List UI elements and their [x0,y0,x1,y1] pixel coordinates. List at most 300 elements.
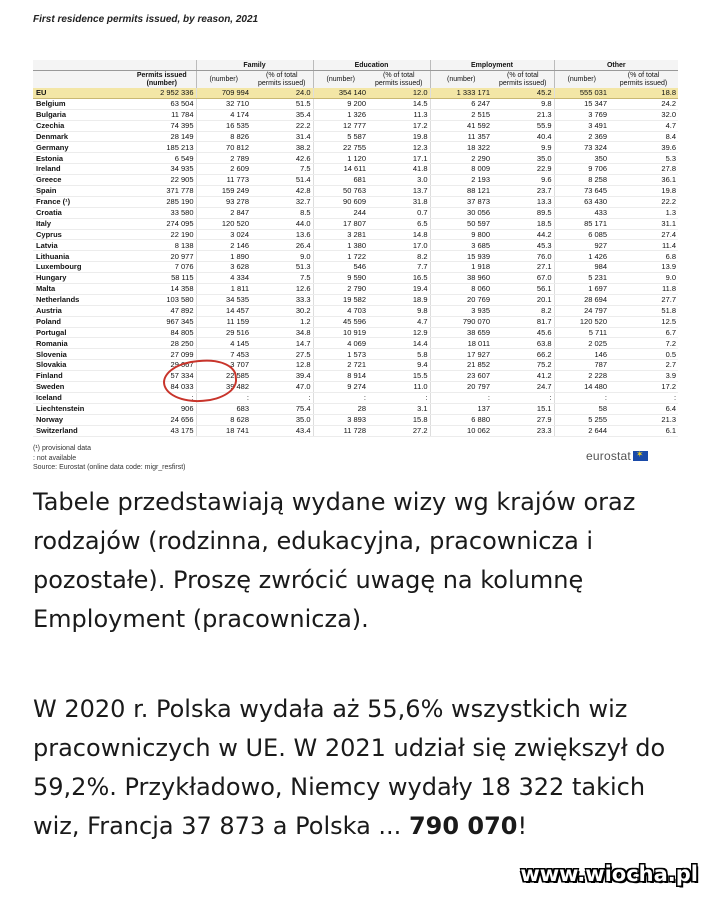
row-cell: 34 935 [128,164,196,175]
row-cell: 2 644 [554,425,609,436]
row-cell: 28 694 [554,294,609,305]
row-cell: 12.0 [368,88,430,98]
table-row [33,153,678,164]
row-cell: 5.8 [368,349,430,360]
subheader-number-label: (number) [326,75,355,83]
row-cell: 14.8 [368,229,430,240]
table-row [33,251,678,262]
row-cell: 1 573 [313,349,368,360]
row-cell: 63.8 [492,338,554,349]
row-cell: 28 149 [128,131,196,142]
row-cell: 7.5 [251,164,313,175]
header-permits [128,60,196,71]
row-cell: 75.2 [492,360,554,371]
row-cell: 17.1 [368,153,430,164]
row-cell: 274 095 [128,218,196,229]
row-cell: 50 597 [430,218,492,229]
row-cell: 14 358 [128,284,196,295]
row-cell: 19.4 [368,284,430,295]
row-country: Slovakia [33,360,128,371]
row-cell: 51.8 [609,305,678,316]
row-cell: 546 [313,262,368,273]
row-cell: 13.9 [609,262,678,273]
row-cell: 12.6 [251,284,313,295]
row-cell: 22 755 [313,142,368,153]
row-cell: 75.4 [251,403,313,414]
table-row [33,316,678,327]
row-cell: 42.6 [251,153,313,164]
row-cell: 58 115 [128,273,196,284]
note-source: Source: Eurostat (online data code: migr_resfirst) [33,464,186,471]
row-cell: 12.8 [251,360,313,371]
row-country: Denmark [33,131,128,142]
row-cell: 2 369 [554,131,609,142]
row-cell: 9.6 [492,175,554,186]
row-cell: 11.0 [368,382,430,393]
row-country: Hungary [33,273,128,284]
row-cell: 28 250 [128,338,196,349]
row-cell: : [554,392,609,403]
row-cell: 1.3 [609,207,678,218]
row-cell: 14 611 [313,164,368,175]
row-cell: 44.0 [251,218,313,229]
row-cell: 85 171 [554,218,609,229]
row-cell: 3 707 [196,360,251,371]
row-cell: 39.6 [609,142,678,153]
row-cell: 73 645 [554,186,609,197]
row-cell: 22 585 [196,371,251,382]
row-cell: 88 121 [430,186,492,197]
row-cell: 1 333 171 [430,88,492,98]
row-cell: 709 994 [196,88,251,98]
row-cell: 51.4 [251,175,313,186]
table-row [33,338,678,349]
row-cell: 31.1 [609,218,678,229]
row-cell: 8 258 [554,175,609,186]
row-cell: 15 347 [554,98,609,109]
row-country: Iceland [33,392,128,403]
row-cell: 967 345 [128,316,196,327]
row-cell: 8.2 [492,305,554,316]
row-cell: 9 706 [554,164,609,175]
row-cell: 2 193 [430,175,492,186]
row-cell: 22.2 [609,196,678,207]
row-cell: 2 228 [554,371,609,382]
row-cell: : [430,392,492,403]
row-cell: 1 890 [196,251,251,262]
row-cell: 21 852 [430,360,492,371]
row-cell: 18 322 [430,142,492,153]
subheader-number-2 [430,71,492,89]
row-cell: 18.9 [368,294,430,305]
row-cell: 22.2 [251,120,313,131]
row-cell: 18 741 [196,425,251,436]
row-country: France (¹) [33,196,128,207]
row-cell: 8 138 [128,240,196,251]
row-country: Belgium [33,98,128,109]
eu-flag-icon [633,451,648,461]
row-country: Italy [33,218,128,229]
row-cell: 12.9 [368,327,430,338]
row-cell: 3.1 [368,403,430,414]
row-cell: 18.8 [609,88,678,98]
row-cell: 73 324 [554,142,609,153]
row-cell: 20 977 [128,251,196,262]
table-row [33,371,678,382]
table-row [33,175,678,186]
row-cell: 6.5 [368,218,430,229]
row-cell: 17 927 [430,349,492,360]
row-cell: 6.4 [609,403,678,414]
row-cell: 8 060 [430,284,492,295]
row-cell: 5 231 [554,273,609,284]
table-row [33,164,678,175]
table-row [33,207,678,218]
row-cell: 13.6 [251,229,313,240]
row-cell: 1 120 [313,153,368,164]
subheader-number-1 [313,71,368,89]
row-cell: 14.5 [368,98,430,109]
table-row [33,240,678,251]
row-cell: 10 062 [430,425,492,436]
row-cell: 103 580 [128,294,196,305]
row-cell: 7 076 [128,262,196,273]
row-cell: 2 789 [196,153,251,164]
row-country: Liechtenstein [33,403,128,414]
table-row [33,414,678,425]
subheader-pct-line1: (% of total [265,72,298,80]
row-cell: 32 710 [196,98,251,109]
header-group-employment: Employment [430,60,554,71]
row-cell: 7.5 [251,273,313,284]
row-cell: 9.0 [251,251,313,262]
row-cell: 3 893 [313,414,368,425]
row-cell: 7 453 [196,349,251,360]
row-cell: 19.8 [609,186,678,197]
row-cell: 76.0 [492,251,554,262]
row-country: Ireland [33,164,128,175]
row-cell: 67.0 [492,273,554,284]
row-cell: 1 380 [313,240,368,251]
row-cell: 55.9 [492,120,554,131]
row-cell: 9 274 [313,382,368,393]
header-group-other: Other [554,60,678,71]
row-cell: 6.1 [609,425,678,436]
row-cell: 790 070 [430,316,492,327]
row-cell: 1.2 [251,316,313,327]
row-cell: 10 919 [313,327,368,338]
table-row [33,131,678,142]
row-cell: 11.8 [609,284,678,295]
subheader-number-3 [554,71,609,89]
row-cell: 12.3 [368,142,430,153]
table-row [33,142,678,153]
row-cell: 14 457 [196,305,251,316]
row-cell: 2 515 [430,109,492,120]
row-cell: 29 516 [196,327,251,338]
row-cell: 56.1 [492,284,554,295]
row-cell: 2 609 [196,164,251,175]
row-cell: 31.4 [251,131,313,142]
permits-table-container [33,60,678,437]
row-cell: 12 777 [313,120,368,131]
subheader-pct-line1: (% of total [507,72,539,80]
row-cell: 9 590 [313,273,368,284]
row-cell: 81.7 [492,316,554,327]
row-cell: 15.5 [368,371,430,382]
row-cell: 84 805 [128,327,196,338]
row-cell: 3.9 [609,371,678,382]
row-cell: 26.4 [251,240,313,251]
row-cell: 18.5 [492,218,554,229]
row-cell: 3 685 [430,240,492,251]
subheader-pct-line1: (% of total [627,72,660,80]
row-cell: 1 722 [313,251,368,262]
poland-employment-count: 790 070 [408,812,518,840]
row-cell: 21.3 [609,414,678,425]
subheader-pct-line1: (% of total [382,72,415,80]
paragraph-2-text: W 2020 r. Polska wydała aż 55,6% wszystkich wiz pracowniczych w UE. W 2021 udział się zwiększył do 59,2%. Przykładowo, Niemcy wydały 18 322 takich wiz, Francja 37 873 a Polska ... [33,695,666,840]
row-cell: 38 960 [430,273,492,284]
row-cell: 21.3 [492,109,554,120]
row-cell: 2 721 [313,360,368,371]
row-cell: 14.4 [368,338,430,349]
row-cell: 66.2 [492,349,554,360]
row-cell: 350 [554,153,609,164]
row-cell: : [196,392,251,403]
subheader-pct-line2: permits issued) [619,79,668,87]
subheader-pct-1 [368,71,430,89]
row-cell: 38 659 [430,327,492,338]
row-country: Finland [33,371,128,382]
note-not-available: : not available [33,454,77,462]
row-cell: 45.3 [492,240,554,251]
row-cell: 35.0 [251,414,313,425]
subheader-pct-line2: permits issued) [258,79,306,87]
row-cell: 2.7 [609,360,678,371]
row-cell: 9 200 [313,98,368,109]
row-cell: 927 [554,240,609,251]
row-cell: 906 [128,403,196,414]
row-cell: : [609,392,678,403]
row-cell: 17.2 [368,120,430,131]
header-corner [33,60,128,71]
row-cell: 6.7 [609,327,678,338]
row-cell: 27.5 [251,349,313,360]
row-cell: 9.0 [609,273,678,284]
row-country: Slovenia [33,349,128,360]
row-country: Germany [33,142,128,153]
row-cell: 27.9 [492,414,554,425]
row-cell: 120 520 [554,316,609,327]
row-cell: 19.8 [368,131,430,142]
row-cell: 31.8 [368,196,430,207]
row-cell: : [128,392,196,403]
row-cell: 17.2 [609,382,678,393]
row-country: Czechia [33,120,128,131]
row-cell: 18 011 [430,338,492,349]
row-cell: 57 334 [128,371,196,382]
row-cell: 63 504 [128,98,196,109]
watermark: www.wiocha.pl [520,862,698,886]
row-cell: 19 582 [313,294,368,305]
row-cell: 2 847 [196,207,251,218]
row-cell: 93 278 [196,196,251,207]
row-cell: 683 [196,403,251,414]
row-cell: 22 905 [128,175,196,186]
row-cell: 24.7 [492,382,554,393]
row-cell: 27.8 [609,164,678,175]
table-row [33,196,678,207]
row-cell: 43 175 [128,425,196,436]
row-cell: 6 880 [430,414,492,425]
row-cell: 22 190 [128,229,196,240]
row-cell: 30 056 [430,207,492,218]
row-cell: 3 628 [196,262,251,273]
row-cell: 33.3 [251,294,313,305]
table-row [33,392,678,403]
row-country: Austria [33,305,128,316]
row-cell: 40.4 [492,131,554,142]
row-cell: 0.5 [609,349,678,360]
row-cell: 33 580 [128,207,196,218]
subheader-number-label: (number) [567,75,596,83]
row-cell: 9.8 [368,305,430,316]
row-cell: 787 [554,360,609,371]
table-row [33,284,678,295]
row-cell: 32.7 [251,196,313,207]
row-cell: 29 067 [128,360,196,371]
row-cell: 35.4 [251,109,313,120]
row-cell: 34 535 [196,294,251,305]
row-cell: 38.2 [251,142,313,153]
table-row [33,262,678,273]
row-cell: 20 797 [430,382,492,393]
subheader-corner [33,71,128,89]
table-row [33,360,678,371]
row-cell: 45.6 [492,327,554,338]
row-cell: 47 892 [128,305,196,316]
subheader-pct-line2: permits issued) [375,79,423,87]
row-cell: 8 914 [313,371,368,382]
header-group-education: Education [313,60,430,71]
row-cell: 371 778 [128,186,196,197]
row-cell: 45.2 [492,88,554,98]
row-cell: 4 334 [196,273,251,284]
subheader-pct-2 [492,71,554,89]
row-cell: 4 145 [196,338,251,349]
row-cell: 9.8 [492,98,554,109]
row-cell: 159 249 [196,186,251,197]
row-cell: 555 031 [554,88,609,98]
row-cell: 2 790 [313,284,368,295]
row-cell: 4.7 [368,316,430,327]
row-cell: 37 873 [430,196,492,207]
row-cell: 51.5 [251,98,313,109]
row-cell: 137 [430,403,492,414]
paragraph-2 [33,690,693,846]
row-cell: 11 728 [313,425,368,436]
row-cell: 5 587 [313,131,368,142]
row-cell: 27.4 [609,229,678,240]
row-cell: 8.4 [609,131,678,142]
table-row [33,349,678,360]
subheader-number-0 [196,71,251,89]
table-row [33,305,678,316]
subheader-pct-3 [609,71,678,89]
row-cell: 3.0 [368,175,430,186]
row-cell: 23 607 [430,371,492,382]
row-cell: 681 [313,175,368,186]
row-cell: 41 592 [430,120,492,131]
table-row [33,273,678,284]
row-cell: 9.4 [368,360,430,371]
row-cell: 34.8 [251,327,313,338]
row-cell: 24 797 [554,305,609,316]
row-cell: 63 430 [554,196,609,207]
row-cell: : [492,392,554,403]
row-country: Luxembourg [33,262,128,273]
row-cell: 51.3 [251,262,313,273]
row-cell: 23.3 [492,425,554,436]
row-cell: 90 609 [313,196,368,207]
row-cell: 4 174 [196,109,251,120]
row-cell: 8.2 [368,251,430,262]
row-cell: 12.5 [609,316,678,327]
row-cell: 1 918 [430,262,492,273]
table-row [33,88,678,98]
paragraph-1: Tabele przedstawiają wydane wizy wg krajów oraz rodzajów (rodzinna, edukacyjna, pracownicza i pozostałe). Proszę zwrócić uwagę na kolumnę Employment (pracownicza). [33,488,636,633]
row-cell: 1 697 [554,284,609,295]
row-cell: 8 009 [430,164,492,175]
row-cell: 24.0 [251,88,313,98]
row-cell: 30.2 [251,305,313,316]
row-cell: 14 480 [554,382,609,393]
table-row [33,382,678,393]
row-cell: 4 069 [313,338,368,349]
header-group-family: Family [196,60,313,71]
row-cell: 24.2 [609,98,678,109]
table-row [33,403,678,414]
eurostat-logo [586,449,648,463]
row-country: Latvia [33,240,128,251]
row-cell: 433 [554,207,609,218]
row-cell: 11.3 [368,109,430,120]
table-row [33,218,678,229]
row-country: Norway [33,414,128,425]
row-cell: 13.3 [492,196,554,207]
table-row [33,98,678,109]
row-cell: 11.4 [609,240,678,251]
row-country: Netherlands [33,294,128,305]
row-cell: 41.2 [492,371,554,382]
row-cell: 7.7 [368,262,430,273]
row-cell: 4.7 [609,120,678,131]
subheader-pct-0 [251,71,313,89]
subheader-number-label: (number) [209,75,238,83]
row-cell: 15.1 [492,403,554,414]
row-cell: 11 159 [196,316,251,327]
row-cell: 11 784 [128,109,196,120]
table-notes [33,444,186,473]
row-cell: 20 769 [430,294,492,305]
table-title: First residence permits issued, by reason, 2021 [33,14,259,25]
row-cell: 43.4 [251,425,313,436]
row-cell: 185 213 [128,142,196,153]
table-row [33,109,678,120]
row-country: Greece [33,175,128,186]
table-row [33,294,678,305]
